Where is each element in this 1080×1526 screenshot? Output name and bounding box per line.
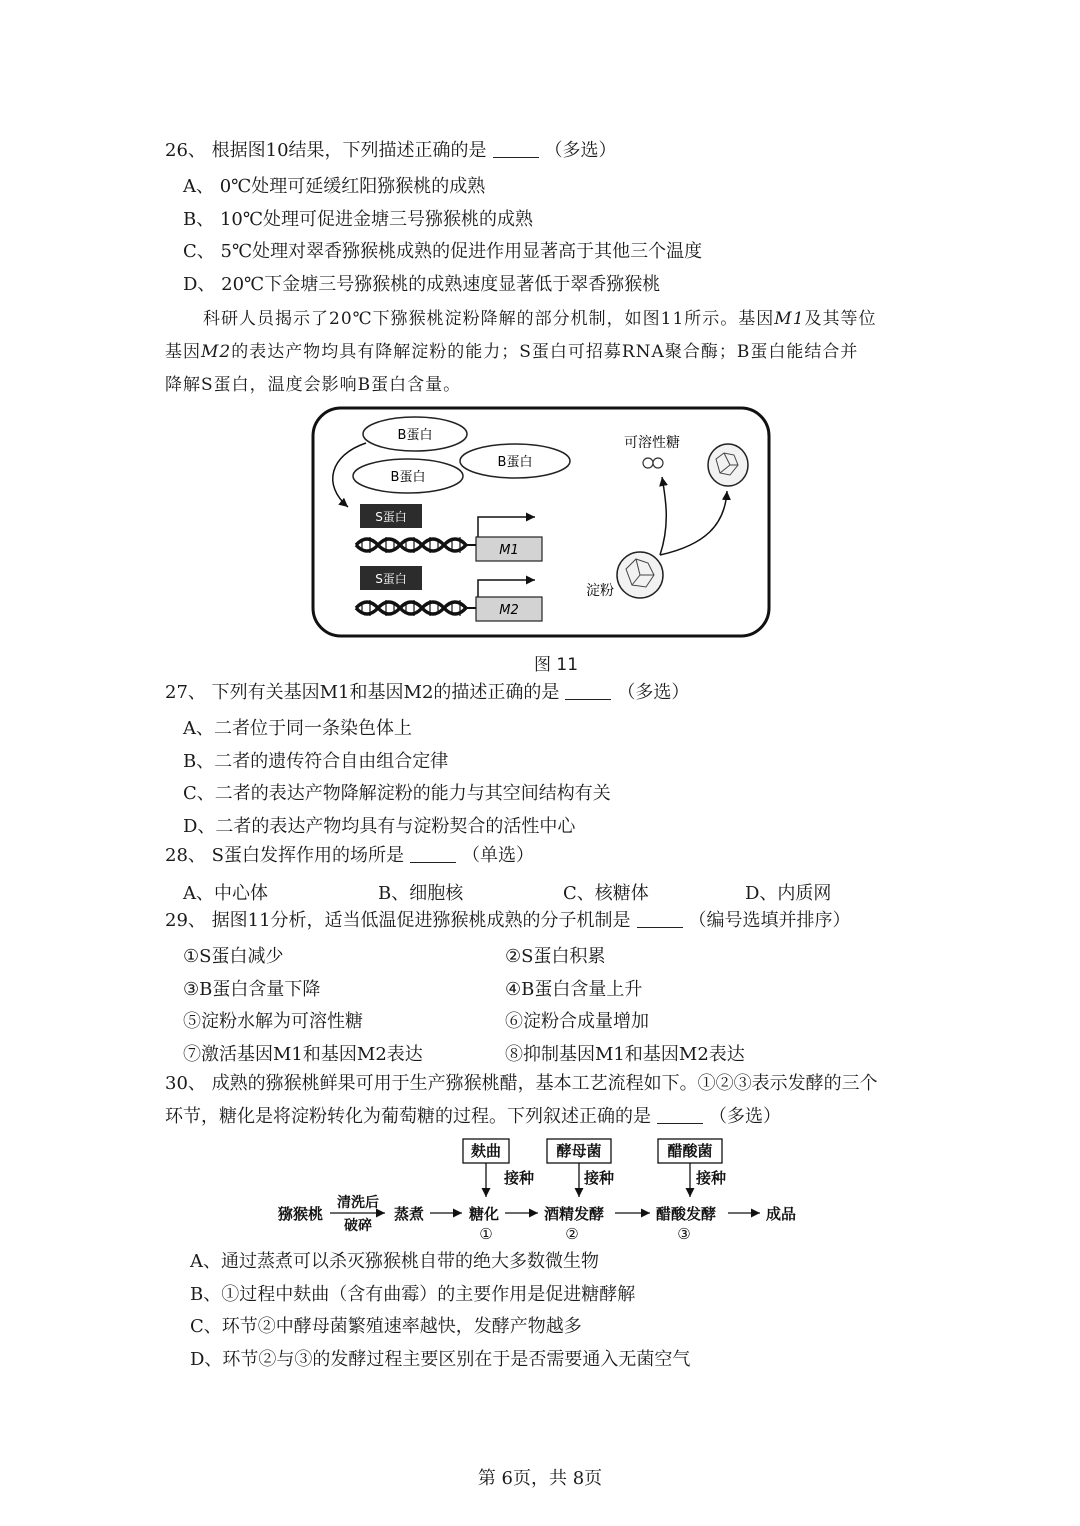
answer-blank[interactable] (493, 139, 539, 158)
q30-option-c: C、环节②中酵母菌繁殖速率越快，发酵产物越多 (190, 1316, 582, 1337)
q28-option-b: B、细胞核 (378, 883, 464, 904)
starch-label: 淀粉 (586, 583, 614, 599)
svg-text:糖化: 糖化 (469, 1205, 500, 1223)
svg-text:②: ② (565, 1225, 579, 1243)
q27-option-b: B、二者的遗传符合自由组合定律 (183, 751, 449, 772)
q29-item-3: ③B蛋白含量下降 (183, 979, 321, 1000)
answer-blank[interactable] (637, 909, 683, 928)
svg-text:醋酸发酵: 醋酸发酵 (656, 1205, 717, 1223)
svg-text:①: ① (479, 1225, 493, 1243)
q26-option-d: D、 20℃下金塘三号猕猴桃的成熟速度显著低于翠香猕猴桃 (183, 274, 661, 295)
q29-item-2: ②S蛋白积累 (505, 946, 606, 967)
q27-option-a: A、二者位于同一条染色体上 (183, 718, 412, 739)
q29-item-8: ⑧抑制基因M1和基因M2表达 (505, 1044, 745, 1065)
svg-text:B蛋白: B蛋白 (390, 470, 426, 485)
svg-text:接种: 接种 (584, 1169, 615, 1187)
q29-item-7: ⑦激活基因M1和基因M2表达 (183, 1044, 423, 1065)
svg-text:B蛋白: B蛋白 (397, 428, 433, 443)
s-protein-box (360, 504, 422, 528)
gene-m1-box (476, 537, 542, 561)
svg-text:S蛋白: S蛋白 (375, 510, 407, 524)
q28-stem: 28、 S蛋白发挥作用的场所是 （单选） (165, 845, 534, 866)
svg-text:猕猴桃: 猕猴桃 (278, 1205, 324, 1223)
b-protein-ellipse (460, 444, 570, 478)
b-protein-ellipse (363, 417, 467, 451)
q30-option-a: A、通过蒸煮可以杀灭猕猴桃自带的绝大多数微生物 (190, 1251, 599, 1272)
svg-text:接种: 接种 (504, 1169, 535, 1187)
q28-option-a: A、中心体 (183, 883, 268, 904)
svg-text:S蛋白: S蛋白 (375, 572, 407, 586)
q29-stem: 29、 据图11分析，适当低温促进猕猴桃成熟的分子机制是 （编号选填并排序） (165, 910, 851, 931)
starch-granule-icon (617, 552, 663, 598)
svg-text:破碎: 破碎 (344, 1218, 372, 1234)
figure-11 (310, 405, 772, 641)
q29-item-1: ①S蛋白减少 (183, 946, 284, 967)
page-footer: 第 6页，共 8页 (477, 1468, 603, 1489)
q29-item-6: ⑥淀粉合成量增加 (505, 1011, 649, 1032)
svg-text:接种: 接种 (696, 1169, 727, 1187)
q26-stem: 26、 根据图10结果，下列描述正确的是 （多选） (165, 140, 617, 161)
q29-item-4: ④B蛋白含量上升 (505, 979, 643, 1000)
process-flow (270, 1135, 810, 1245)
figure-caption: 图 11 (534, 655, 579, 675)
q27-option-d: D、二者的表达产物均具有与淀粉契合的活性中心 (183, 816, 576, 837)
passage: 科研人员揭示了20℃下猕猴桃淀粉降解的部分机制，如图11所示。基因M1及其等位 基因M2的表达产物均具有降解淀粉的能力；S蛋白可招募RNA聚合酶；B蛋白能结合并 降解S蛋白，温度会影响B蛋白含量。 (165, 309, 877, 395)
svg-text:麸曲: 麸曲 (470, 1142, 502, 1160)
q28-option-c: C、核糖体 (563, 883, 649, 904)
q28-option-d: D、内质网 (745, 883, 832, 904)
svg-text:酵母菌: 酵母菌 (556, 1142, 602, 1160)
starch-granule-icon (708, 444, 748, 486)
answer-blank[interactable] (565, 681, 611, 700)
svg-text:M1: M1 (499, 543, 519, 558)
svg-text:M2: M2 (499, 603, 519, 618)
answer-blank[interactable] (410, 844, 456, 863)
q27-stem: 27、 下列有关基因M1和基因M2的描述正确的是 （多选） (165, 682, 690, 703)
q30-stem-line1: 30、 成熟的猕猴桃鲜果可用于生产猕猴桃醋，基本工艺流程如下。①②③表示发酵的三个 (165, 1073, 878, 1094)
q30-option-d: D、环节②与③的发酵过程主要区别在于是否需要通入无菌空气 (190, 1349, 691, 1370)
s-protein-box (360, 566, 422, 590)
answer-blank[interactable] (657, 1105, 703, 1124)
soluble-sugar-label: 可溶性糖 (624, 435, 680, 451)
svg-text:清洗后: 清洗后 (337, 1195, 379, 1211)
svg-text:醋酸菌: 醋酸菌 (667, 1142, 713, 1160)
q26-option-b: B、 10℃处理可促进金塘三号猕猴桃的成熟 (183, 209, 533, 230)
svg-text:B蛋白: B蛋白 (497, 455, 533, 470)
svg-text:酒精发酵: 酒精发酵 (544, 1205, 605, 1223)
gene-m2-box (476, 597, 542, 621)
svg-text:③: ③ (677, 1225, 691, 1243)
q30-stem-line2: 环节，糖化是将淀粉转化为葡萄糖的过程。下列叙述正确的是 （多选） (165, 1106, 781, 1127)
q29-item-5: ⑤淀粉水解为可溶性糖 (183, 1011, 363, 1032)
q26-option-c: C、 5℃处理对翠香猕猴桃成熟的促进作用显著高于其他三个温度 (183, 241, 703, 262)
q26-option-a: A、 0℃处理可延缓红阳猕猴桃的成熟 (183, 176, 486, 197)
q30-option-b: B、①过程中麸曲（含有曲霉）的主要作用是促进糖酵解 (190, 1284, 636, 1305)
q27-option-c: C、二者的表达产物降解淀粉的能力与其空间结构有关 (183, 783, 611, 804)
svg-text:蒸煮: 蒸煮 (394, 1205, 425, 1223)
svg-text:成品: 成品 (766, 1205, 797, 1223)
b-protein-ellipse (353, 459, 463, 493)
